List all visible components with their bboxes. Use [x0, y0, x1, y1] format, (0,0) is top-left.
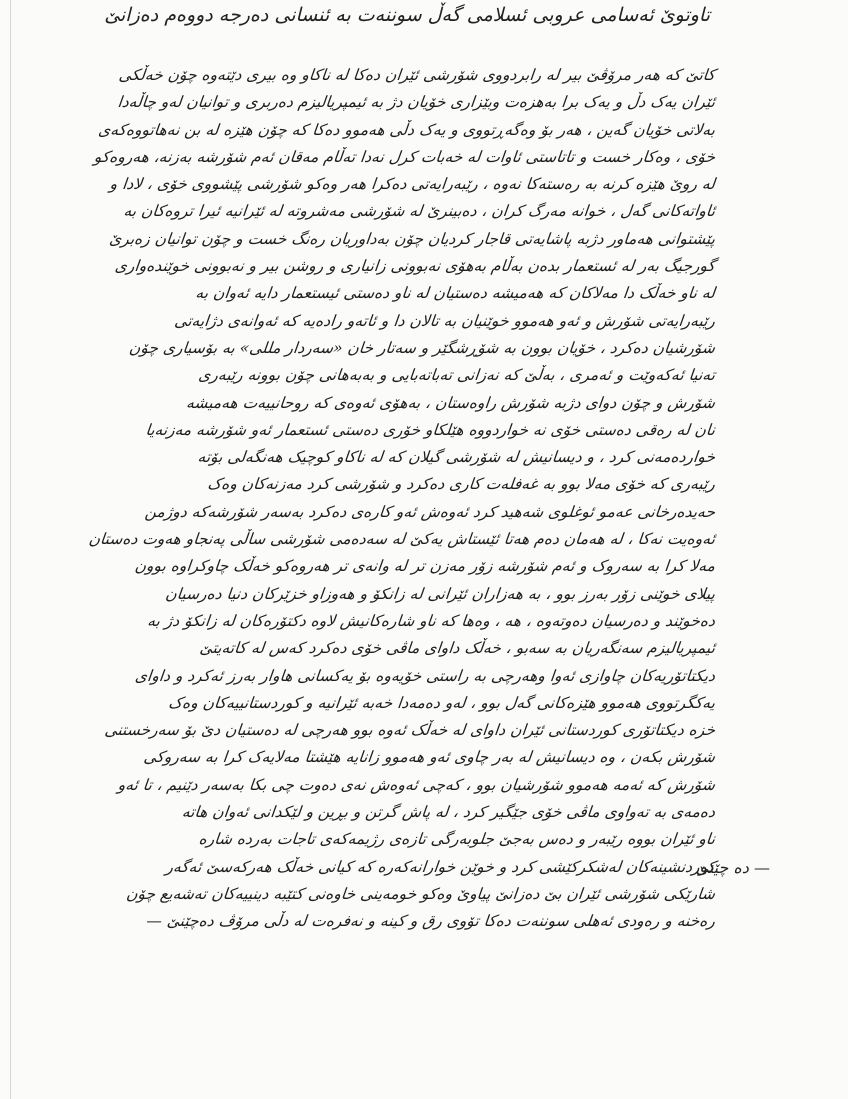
text-line: بەلاتی خۆیان گەین ، هەر بۆ وەگەڕتووی و یەک دڵی هەموو دەکا کە چۆن هێزە لە بن نەهاتووەکەی [97, 120, 717, 139]
signature: — دە چێنێ [695, 858, 770, 877]
text-line: رێبەری کە خۆی مەلا بوو بە غەفلەت کاری دەکرد و شۆرشی کرد مەزنەکان وەک [206, 475, 717, 494]
text-line: کوردنشینەکان لەشکرکێشی کرد و خوێن خوارانەکەرە کە کیانی خەڵک هەرکەسێ ئەگەر [164, 857, 717, 876]
page-left-edge [10, 0, 11, 1099]
text-line: شۆرش بکەن ، وە دیسانیش لە بەر چاوی ئەو هەموو زانایە هێشتا مەلایەک کرا بە سەروکی [142, 748, 717, 767]
text-line: حەیدەرخانی عەمو ئوغلوی شەهید کرد ئەوەش ئەو کارەی دەکرد بەسەر شۆرشەکە دوژمن [143, 502, 717, 521]
text-line: پیلای خوێنی زۆر بەرز بوو ، بە هەزاران ئێرانی لە زانکۆ و هەوزاو خزێرکان دنیا دەرسیان [164, 584, 717, 603]
text-line: شۆرش کە ئەمە هەموو شۆرشیان بوو ، کەچی ئەوەش نەی دەوت چی بکا بەسەر دێنیم ، تا ئەو [116, 775, 717, 794]
text-line: یەکگرتووی هەموو هێزەکانی گەل بوو ، لەو دەمەدا خەبە ئێرانیە و کوردستانییەکان وەک [167, 693, 717, 712]
text-line: شۆرشیان دەکرد ، خۆیان بوون بە شۆڕشگێر و سەتار خان «سەردار مللی» بە بۆسیاری چۆن [128, 338, 717, 357]
page-title: تاوتوێ ئەسامی عروبی ئسلامی گەڵ سوننەت بە ئنسانی دەرجە دووەم دەزانێ [104, 4, 710, 26]
text-line: شارێکی شۆرشی ئێران بێ دەزانێ پیاوێ وەکو خومەینی خاوەنی کتێبە دینییەکان تەشەیع چۆن [125, 884, 717, 903]
text-line: خزە دیکتاتۆری کوردستانی ئێران داوای لە خەڵک ئەوە بوو هەرچی لە دەستیان دێ بۆ سەرخستنی [103, 721, 717, 740]
text-line: دەمەی بە تەواوی ماڤی خۆی جێگیر کرد ، لە پاش گرتن و بڕین و لێکدانی ئەوان هاتە [181, 803, 717, 822]
text-line: مەلا کرا بە سەروک و ئەم شۆرشە زۆر مەزن تر لە وانەی تر هەروەکو خەڵک چاوکراوە بوون [133, 557, 717, 576]
text-line: پێشتوانی هەماور دژبە پاشایەتی قاجار کردیان چۆن بەداوریان رەنگ خست و چۆن توانیان زەبرێ [108, 229, 717, 248]
text-line: رەخنە و رەودی ئەهلی سوننەت دەکا تۆوی رق و کینە و نەفرەت لە دڵی مرۆڤ دەچێنێ — [145, 912, 717, 931]
text-line: ئەوەیت نەکا ، لە هەمان دەم هەتا ئێستاش یەکێ لە سەدەمی شۆرشی ساڵی پەنجاو هەوت دەستان [87, 530, 717, 549]
text-line: ناو ئێران بووە رێبەر و دەس بەجێ جلوبەرگی تازەی رژیمەکەی تاجات بەردە شارە [197, 830, 717, 849]
text-line: لە روێ هێزە کرنە بە رەستەکا نەوە ، رێبەرایەتی دەکرا هەر وەکو شۆرشی پێشووی خۆی ، لادا و [108, 175, 717, 194]
text-line: ئیمپریالیزم سەنگەریان بە سەبو ، خەڵک داوای ماڤی خۆی دەکرد کەس لە کاتەیتێ [198, 639, 717, 658]
text-line: نان لە رەقی دەستی خۆی نە خواردووە هێلکاو خۆری دەستی ئستعمار ئەو شۆرشە مەزنەیا [144, 420, 717, 439]
text-line: شۆرش و چۆن دوای دژبە شۆرش راوەستان ، بەهۆی ئەوەی کە روحانییەت هەمیشە [185, 393, 717, 412]
text-line: ئاواتەکانی گەل ، خوانە مەرگ کران ، دەبینرێ لە شۆرشی مەشروتە لە ئێرانیە ئیرا تروەکان بە [122, 202, 717, 221]
text-line: گورجیگ بەر لە ئستعمار بدەن بەڵام بەهۆی نەبوونی زانیاری و روشن بیر و نەبوونی خوێندەواری [113, 257, 717, 276]
text-line: دەخوێند و دەرسیان دەوتەوە ، هە ، وەها کە ناو شارەکانیش لاوە دکتۆرەکان لە زانکۆ دژ بە [146, 611, 717, 630]
text-line: کاتێ کە هەر مرۆڤێ بیر لە رابردووی شۆرشی ئێران دەکا لە ناکاو وە بیری دێتەوە چۆن خەڵکی [117, 66, 717, 84]
text-line: خواردەمەنی کرد ، و دیسانیش لە شۆرشی گیلان کە لە ناکاو کوچیک هەنگەلی بۆتە [196, 448, 717, 467]
text-line: خۆی ، وەکار خست و تاتاستی ئاوات لە خەبات کرل نەدا تەڵام مەقان ئەم شۆرشە بەزنە، هەروەکو [93, 147, 717, 166]
handwritten-body [87, 62, 717, 936]
text-line: دیکتاتۆریەکان چاوازی ئەوا وهەرچی بە راستی خۆیەوە بۆ یەکسانی هاوار بەرز ئەکرد و داوای [134, 666, 717, 685]
text-line: تەنیا ئەکەوێت و ئەمری ، بەڵێ کە نەزانی تەباتەبایی و بەبەهانی چۆن بوونە رێبەری [197, 366, 717, 385]
text-line: لە ناو خەڵک دا مەلاکان کە هەمیشە دەستیان لە ناو دەستی ئیستعمار دایە ئەوان بە [194, 284, 717, 303]
text-line: ئێران یەک دڵ و یەک برا بەهزەت وبێزاری خۆیان دژ بە ئیمپریالیزم دەربری و توانیان لەو چاڵەدا [116, 93, 717, 112]
text-line: رێبەرایەتی شۆرش و ئەو هەموو خوێنیان بە تالان دا و ئاتەو رادەیە کە ئەوانەی دژایەتی [173, 311, 717, 330]
